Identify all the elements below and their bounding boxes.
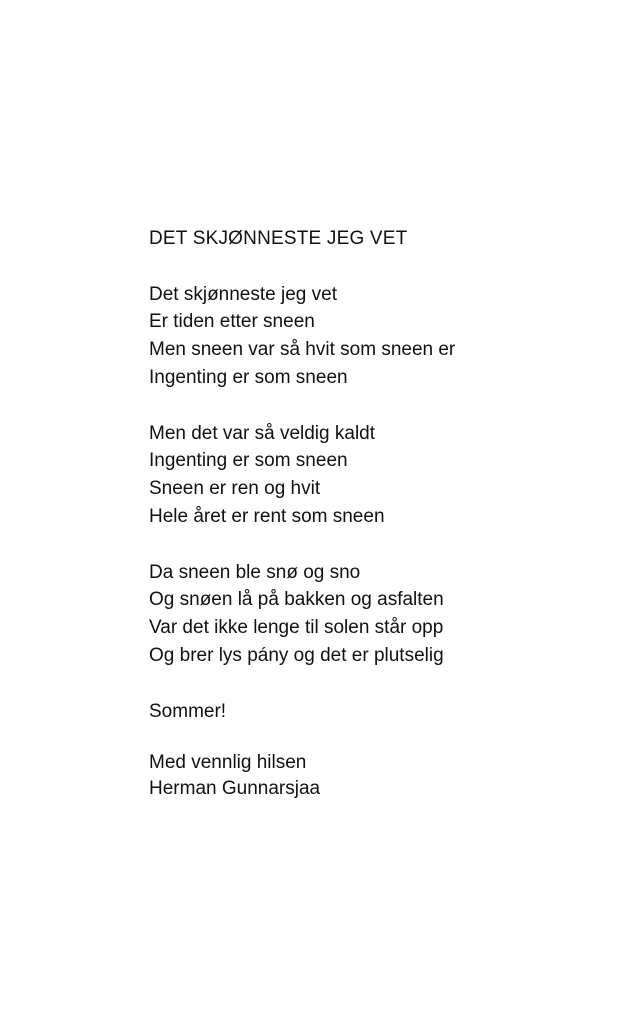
- poem-line: Ingenting er som sneen: [149, 450, 348, 472]
- stanza-3: [149, 559, 589, 670]
- poem-line: Er tiden etter sneen: [149, 311, 315, 333]
- poem-line: Men det var så veldig kaldt: [149, 422, 376, 444]
- author-name: Herman Gunnarsjaa: [149, 778, 321, 799]
- stanza-gap: [149, 392, 589, 420]
- stanza-4: [149, 698, 589, 726]
- poem-body: [149, 225, 589, 725]
- stanza-gap: [149, 670, 589, 698]
- poem-line: Sneen er ren og hvit: [149, 478, 321, 500]
- closing-text: Med vennlig hilsen: [149, 752, 307, 773]
- stanza-2: [149, 420, 589, 531]
- stanza-1: [149, 281, 589, 392]
- poem-line: Var det ikke lenge til solen står opp: [149, 617, 444, 639]
- poem-line: Og snøen lå på bakken og asfalten: [149, 589, 444, 611]
- poem-line: Og brer lys pány og det er plutselig: [149, 644, 444, 666]
- poem-line: Men sneen var så hvit som sneen er: [149, 339, 456, 361]
- poem-title: DET SKJØNNESTE JEG VET: [149, 228, 408, 249]
- stanza-gap: [149, 253, 589, 281]
- poem-line: Da sneen ble snø og sno: [149, 561, 361, 583]
- poem-line: Ingenting er som sneen: [149, 366, 348, 388]
- stanza-gap: [149, 531, 589, 559]
- poem-line: Det skjønneste jeg vet: [149, 283, 337, 305]
- poem-line: Hele året er rent som sneen: [149, 505, 385, 527]
- poem-line: Sommer!: [149, 700, 227, 722]
- signature-block: [149, 750, 589, 802]
